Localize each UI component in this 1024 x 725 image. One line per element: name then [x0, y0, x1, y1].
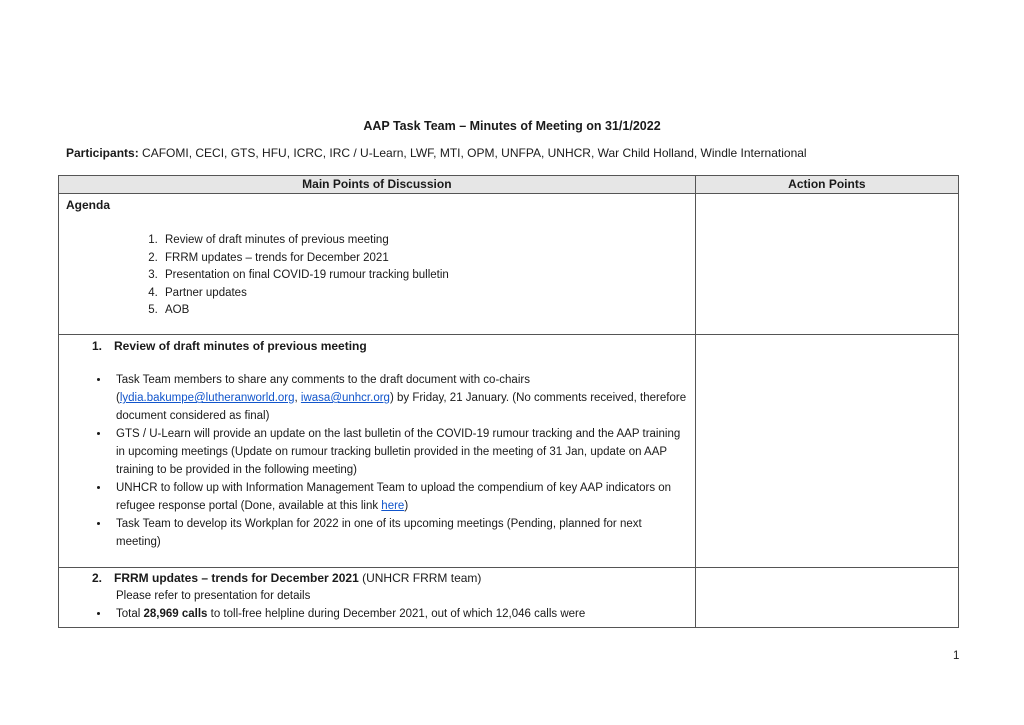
bullet-text: UNHCR to follow up with Information Management Team to upload the compendium of key AAP indicators on refugee response portal (Done, available at this link	[116, 482, 672, 512]
section2-heading	[66, 569, 687, 587]
agenda-title: Agenda	[66, 198, 111, 212]
agenda-item: 3. Presentation on final COVID-19 rumour tracking bulletin	[161, 267, 687, 285]
bullet-text: Total	[116, 608, 144, 620]
section1-heading	[66, 337, 687, 355]
bullet-text: ) by Friday, 21 January. (No comments received, therefore document considered as final)	[116, 392, 687, 422]
section1-bullets	[66, 371, 687, 551]
bullet-text: )	[404, 500, 409, 512]
here-link[interactable]: here	[381, 500, 405, 512]
section2-subtext: Please refer to presentation for details	[116, 590, 311, 602]
participants-label: Participants:	[66, 146, 139, 160]
minutes-table	[58, 175, 959, 628]
list-item: • GTS / U-Learn will provide an update on the last bulletin of the COVID-19 rumour tracking and the AAP training in upcoming meetings (Update on rumour tracking bulletin provided in the meeting of 31 Jan, update on AAP training to be provided in the following meeting)	[110, 425, 687, 479]
bullet-bold: 28,969 calls	[143, 608, 208, 620]
section1-number: 1.	[92, 339, 103, 353]
section2-title-suffix: (UNHCR FRRM team)	[358, 571, 482, 585]
section2-action-cell	[695, 568, 958, 628]
participants-list: CAFOMI, CECI, GTS, HFU, ICRC, IRC / U-Learn, LWF, MTI, OPM, UNFPA, UNHCR, War Child Holland, Windle International	[142, 146, 807, 160]
section1-action-cell	[695, 335, 958, 568]
agenda-action-cell	[695, 194, 958, 335]
section1-title: Review of draft minutes of previous meeting	[114, 339, 367, 353]
agenda-item: 1. Review of draft minutes of previous meeting	[161, 232, 687, 250]
list-item	[110, 605, 687, 623]
section2-title: FRRM updates – trends for December 2021	[114, 571, 359, 585]
table-header-row	[59, 176, 959, 194]
participants-line	[66, 146, 966, 160]
email-link-unhcr[interactable]: iwasa@unhcr.org	[300, 392, 390, 404]
list-item	[110, 371, 687, 425]
header-main-points: Main Points of Discussion	[59, 176, 696, 194]
agenda-item: 2. FRRM updates – trends for December 2021	[161, 250, 687, 268]
document-title: AAP Task Team – Minutes of Meeting on 31/1/2022	[363, 119, 661, 133]
section2-number: 2.	[92, 571, 103, 585]
table-row-agenda	[59, 194, 959, 335]
agenda-item: 4. Partner updates	[161, 285, 687, 303]
section2-cell	[59, 568, 696, 628]
bullet-text: Task Team members to share any comments to the draft document with co-chairs (	[116, 374, 530, 404]
section1-cell	[59, 335, 696, 568]
bullet-text: to toll-free helpline during December 2021, out of which 12,046 calls were	[207, 608, 586, 620]
list-item: • Task Team to develop its Workplan for 2022 in one of its upcoming meetings (Pending, planned for next meeting)	[110, 515, 687, 551]
section2-bullets	[66, 605, 687, 623]
table-row-section2	[59, 568, 959, 628]
bullet-text: ,	[294, 392, 301, 404]
list-item	[110, 479, 687, 515]
page-number: 1	[953, 650, 960, 662]
agenda-list	[66, 232, 687, 320]
header-action-points: Action Points	[695, 176, 958, 194]
email-link-lwf[interactable]: lydia.bakumpe@lutheranworld.org	[119, 392, 295, 404]
table-row-section1	[59, 335, 959, 568]
agenda-cell	[59, 194, 696, 335]
agenda-item: 5. AOB	[161, 302, 687, 320]
